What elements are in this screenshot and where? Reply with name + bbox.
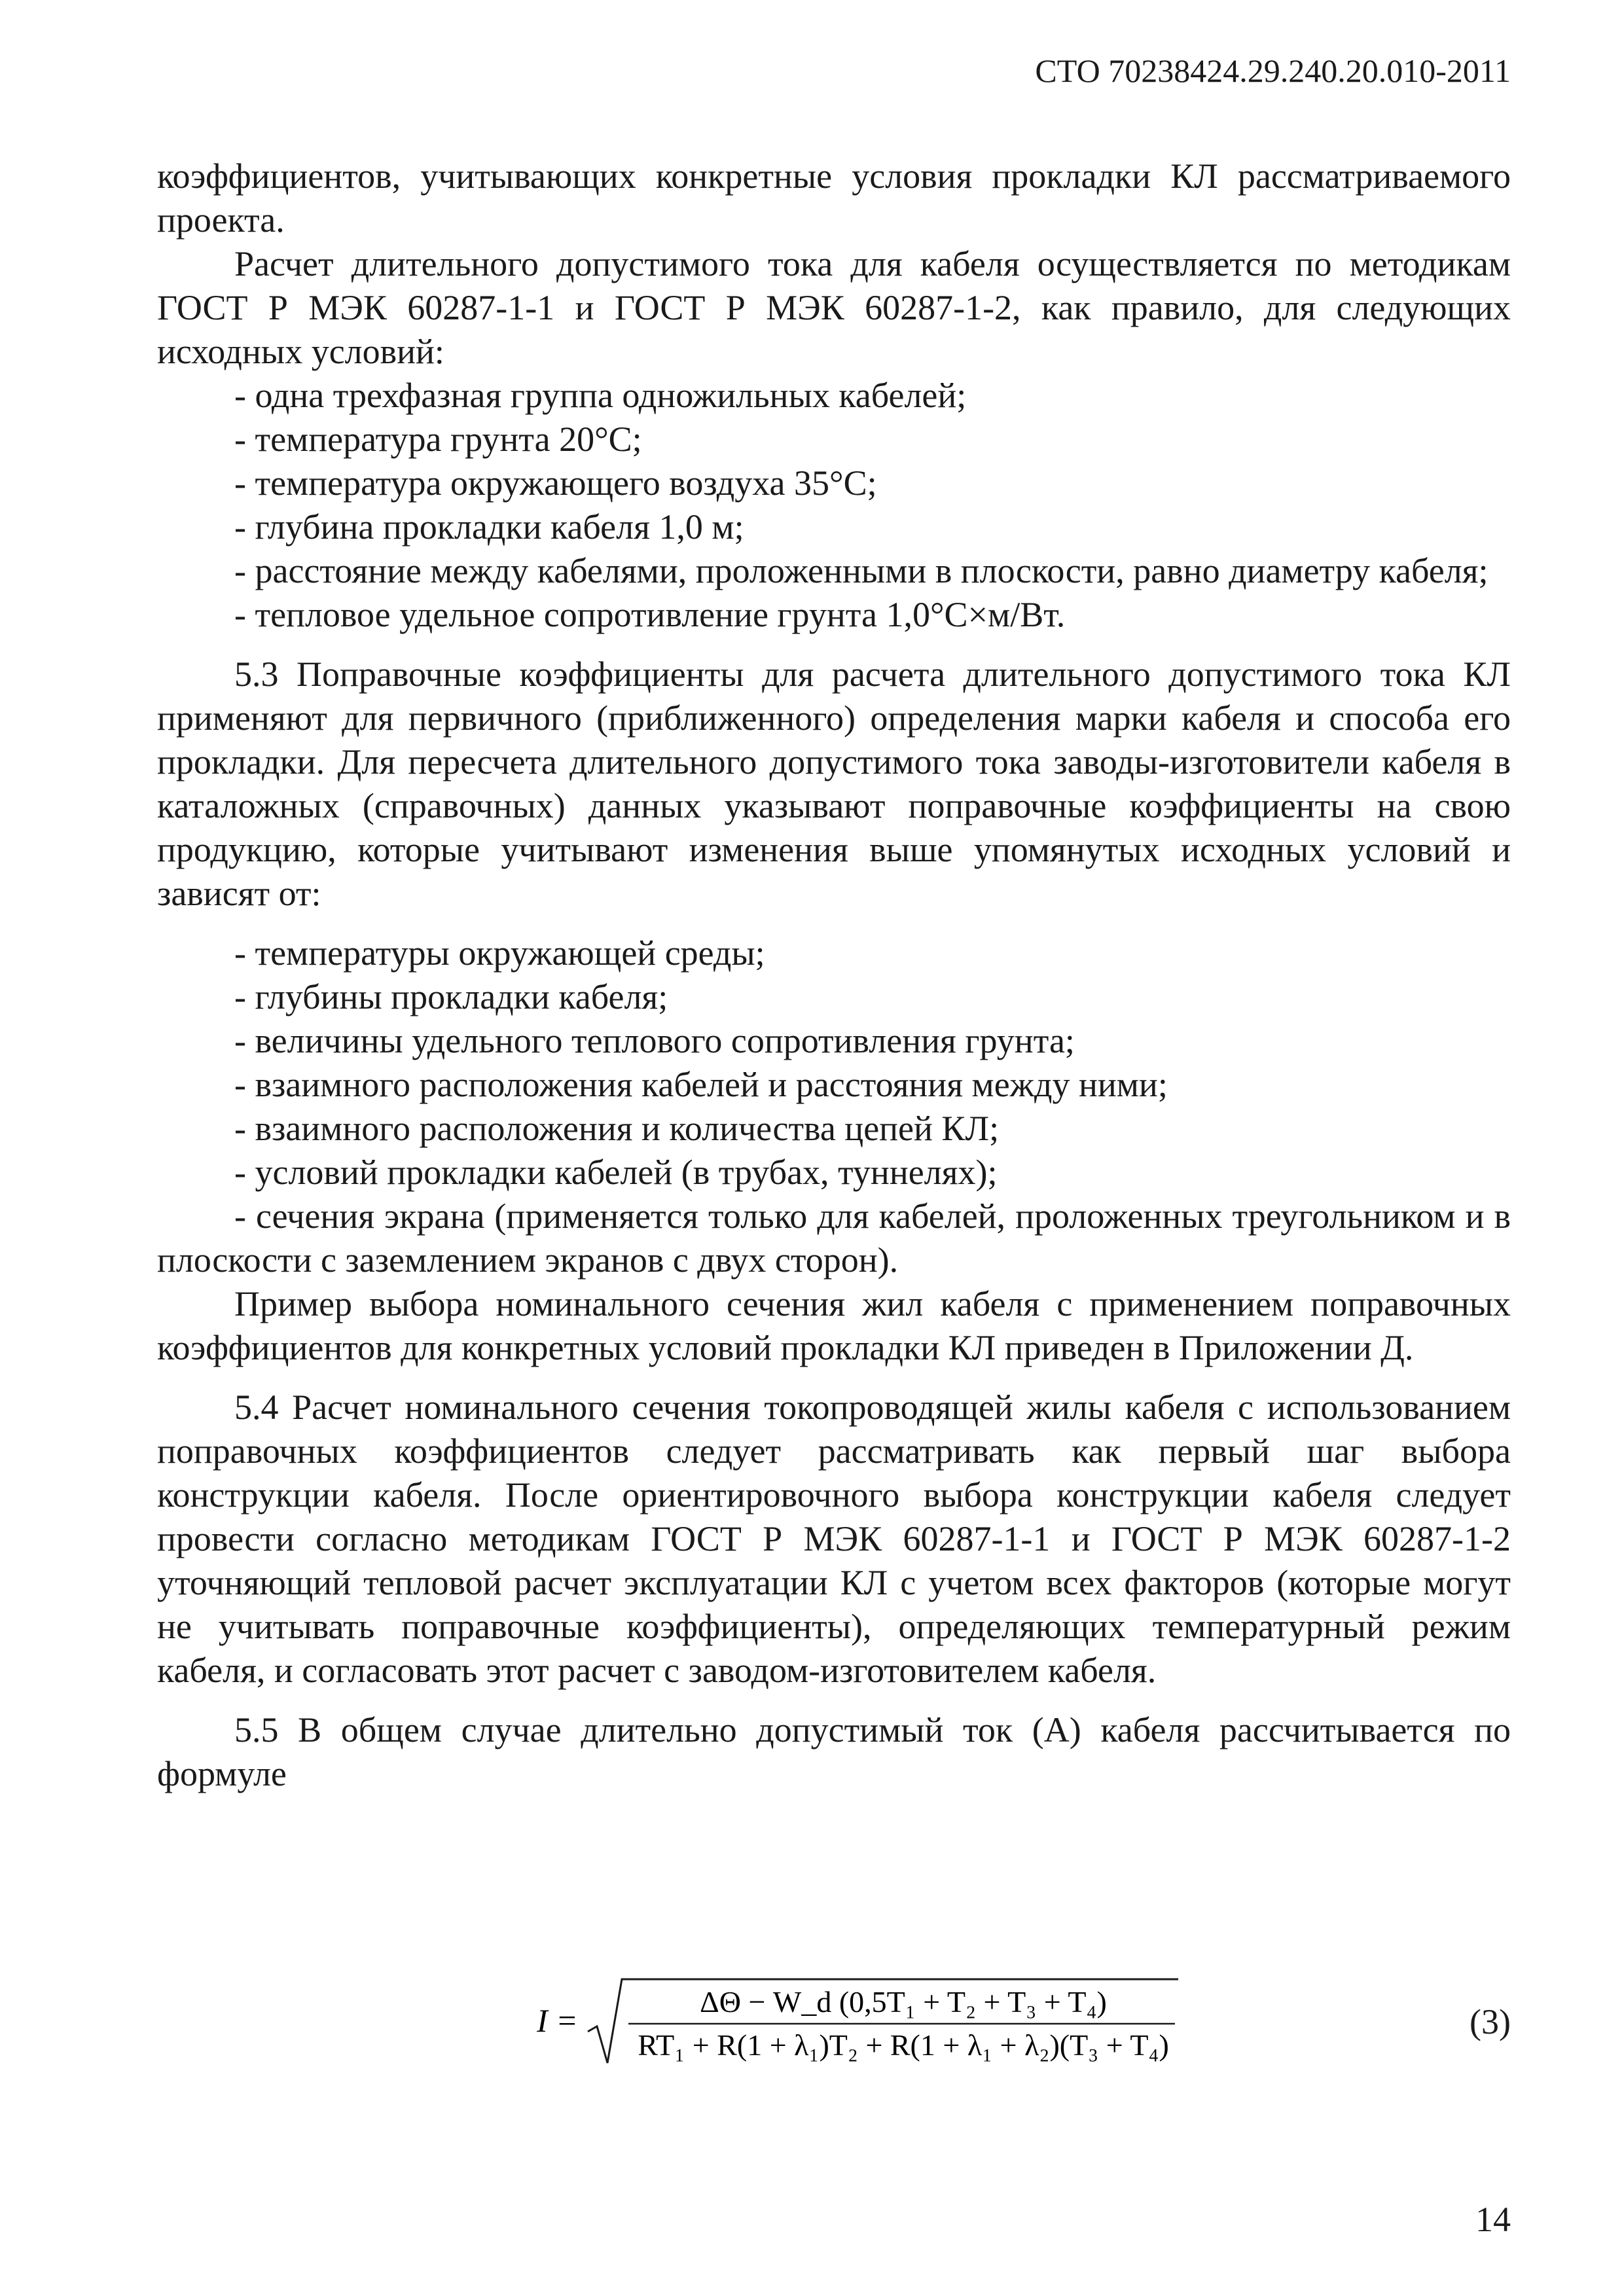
calc-paragraph: Расчет длительного допустимого тока для кабеля осуществляется по методикам ГОСТ Р МЭК 60287-1-1 и ГОСТ Р МЭК 60287-1-2, как правило, для следующих исходных условий: (157, 244, 1511, 371)
list-item: - расстояние между кабелями, проложенными в плоскости, равно диаметру кабеля; (234, 551, 1489, 590)
formula-denominator: RT₁ + R(1 + λ₁)T₂ + R(1 + λ₁ + λ₂)(T₃ + T₄) (638, 2028, 1169, 2062)
document-code: СТО 70238424.29.240.20.010-2011 (1035, 52, 1511, 89)
list-item: - условий прокладки кабелей (в трубах, туннелях); (234, 1153, 998, 1192)
formula-numerator: ΔΘ − W_d (0,5T₁ + T₂ + T₃ + T₄) (700, 1985, 1107, 2018)
factors-list (157, 931, 1511, 1282)
formula-lhs: I = (537, 2002, 578, 2039)
list-item: - взаимного расположения кабелей и расстояния между ними; (234, 1065, 1168, 1104)
section-5-4-paragraph: 5.4 Расчет номинального сечения токопроводящей жилы кабеля с использованием поправочных коэффициентов следует рассматривать как первый шаг выбора конструкции кабеля. После ориентировочного выбора конструкции кабеля следует провести согласно методикам ГОСТ Р МЭК 60287-1-1 и ГОСТ Р МЭК 60287-1-2 уточняющий тепловой расчет эксплуатации КЛ с учетом всех факторов (которые могут не учитывать поправочные коэффициенты), определяющих температурный режим кабеля, и согласовать этот расчет с заводом-изготовителем кабеля. (157, 1388, 1511, 1690)
page-body (157, 154, 1511, 1796)
section-5-5-paragraph: 5.5 В общем случае длительно допустимый ток (А) кабеля рассчитывается по формуле (157, 1710, 1511, 1793)
page-number: 14 (1475, 2200, 1511, 2239)
list-item: - температуры окружающей среды; (234, 933, 765, 973)
example-paragraph: Пример выбора номинального сечения жил кабеля с применением поправочных коэффициентов для конкретных условий прокладки КЛ приведен в Приложении Д. (157, 1284, 1511, 1367)
list-item: - одна трехфазная группа одножильных кабелей; (234, 376, 967, 415)
list-item: - температура окружающего воздуха 35°С; (234, 463, 877, 503)
list-item: - температура грунта 20°С; (234, 420, 642, 459)
section-5-3-paragraph: 5.3 Поправочные коэффициенты для расчета длительного допустимого тока КЛ применяют для первичного (приближенного) определения марки кабеля и способа его прокладки. Для пересчета длительного допустимого тока заводы-изготовители кабеля в каталожных (справочных) данных указывают поправочные коэффициенты на свою продукцию, которые учитывают изменения выше упомянутых исходных условий и зависят от: (157, 655, 1511, 913)
formula-3 (0, 1971, 1624, 2070)
list-item: - глубины прокладки кабеля; (234, 977, 668, 1016)
formula-graphic (537, 1971, 1191, 2070)
list-item: - сечения экрана (применяется только для кабелей, проложенных треугольником и в плоскости с заземлением экранов с двух сторон). (157, 1196, 1511, 1280)
list-item: - тепловое удельное сопротивление грунта 1,0°С×м/Вт. (234, 595, 1066, 634)
formula-number: (3) (1470, 2002, 1511, 2041)
list-item: - взаимного расположения и количества цепей КЛ; (234, 1109, 1000, 1148)
list-item: - величины удельного теплового сопротивления грунта; (234, 1021, 1075, 1060)
intro-paragraph: коэффициентов, учитывающих конкретные условия прокладки КЛ рассматриваемого проекта. (157, 156, 1511, 240)
list-item: - глубина прокладки кабеля 1,0 м; (234, 507, 744, 547)
conditions-list (157, 374, 1511, 637)
